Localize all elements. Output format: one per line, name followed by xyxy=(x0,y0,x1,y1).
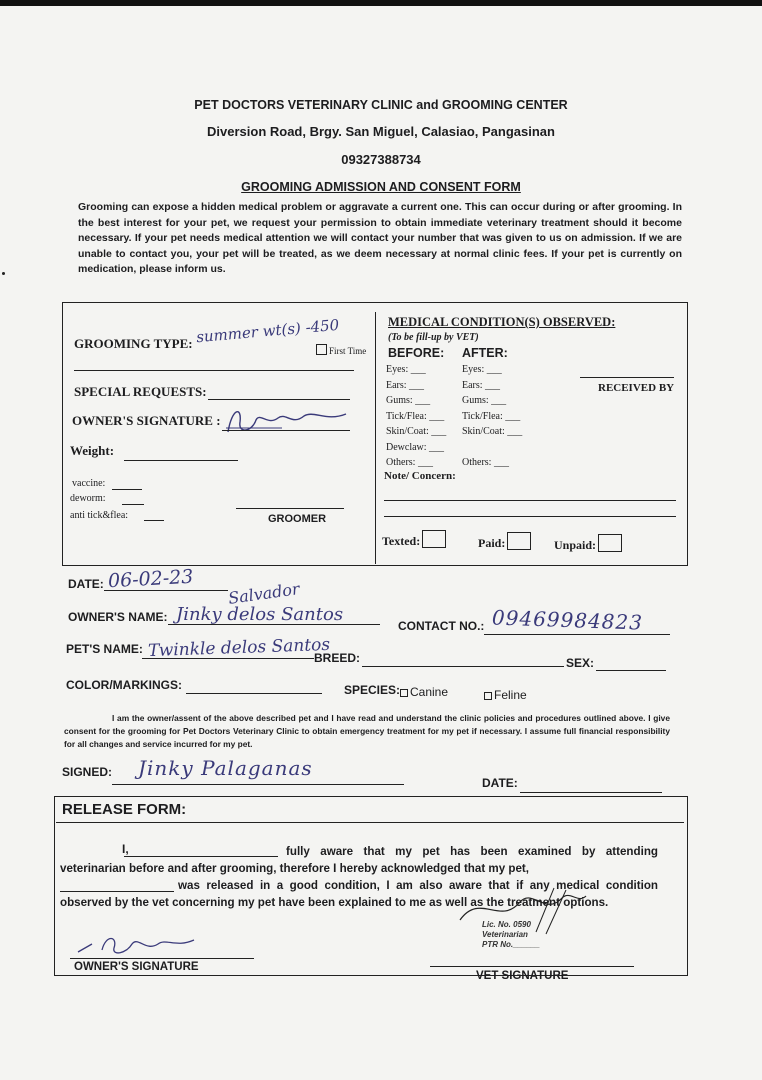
texted-field[interactable]: Texted: xyxy=(382,530,446,549)
date-value[interactable]: 06-02-23 xyxy=(107,565,194,593)
vet-signature-line xyxy=(430,966,634,967)
scan-edge xyxy=(0,0,762,6)
before-label: BEFORE: xyxy=(388,346,445,360)
unpaid-box[interactable] xyxy=(598,534,622,552)
before-item[interactable]: Skin/Coat: ___ xyxy=(386,426,447,437)
groomer-line xyxy=(236,508,344,509)
after-item[interactable]: Ears: ___ xyxy=(462,379,501,391)
received-by-line[interactable] xyxy=(580,377,674,378)
intro-paragraph: Grooming can expose a hidden medical problem or aggravate a current one. This can occur during or after grooming. In the best interest for your pet, we request your permission to obtain immediate veterinary treatment should it become necessary. If your pet needs medical attention we will contact your number that was given to us on admission. If we are unable to contact you, your pet will be treated, as we deem necessary at normal clinic fees. If your pet is currently on medication, please inform us. xyxy=(78,201,682,275)
received-by-label: RECEIVED BY xyxy=(598,382,675,394)
sex-line[interactable] xyxy=(596,670,666,671)
contact-line xyxy=(484,634,670,635)
release-owner-signature-scribble xyxy=(74,930,204,960)
contact-label: CONTACT NO.: xyxy=(398,619,485,633)
weight-label: Weight: xyxy=(70,443,115,458)
before-item[interactable]: Tick/Flea: ___ xyxy=(386,410,445,422)
release-text-p1: fully aware that my pet has been examined by attending veterinarian before and after grooming, therefore I hereby acknowledged that my pet, xyxy=(60,845,658,875)
sex-label: SEX: xyxy=(566,656,595,670)
clinic-phone: 09327388734 xyxy=(341,152,421,167)
panel-divider xyxy=(375,312,376,564)
release-title: RELEASE FORM: xyxy=(62,801,187,818)
color-markings-line[interactable] xyxy=(186,693,322,694)
after-label: AFTER: xyxy=(462,346,508,360)
canine-option[interactable]: Canine xyxy=(400,685,448,699)
after-list xyxy=(462,362,522,471)
stamp-ptr: PTR No.______ xyxy=(482,940,540,949)
signed-date-label: DATE: xyxy=(482,776,518,790)
color-markings-label: COLOR/MARKINGS: xyxy=(66,678,182,692)
clinic-address: Diversion Road, Brgy. San Miguel, Calasiao, Pangasinan xyxy=(207,124,555,139)
unpaid-field[interactable]: Unpaid: xyxy=(554,534,622,553)
canine-checkbox[interactable] xyxy=(400,689,408,697)
before-item[interactable]: Eyes: ___ xyxy=(386,364,426,375)
pets-name-value[interactable]: Twinkle delos Santos xyxy=(147,634,331,662)
medical-subtitle: (To be fill-up by VET) xyxy=(388,332,479,343)
stamp-license: Lic. No. 0590 xyxy=(482,920,531,929)
breed-line[interactable] xyxy=(362,666,564,667)
paid-field[interactable]: Paid: xyxy=(478,532,531,551)
release-owner-signature-line xyxy=(70,958,254,959)
contact-value[interactable]: 09469984823 xyxy=(491,605,644,635)
date-line xyxy=(104,590,228,591)
texted-box[interactable] xyxy=(422,530,446,548)
owners-name-line xyxy=(168,624,380,625)
release-owner-signature-label: OWNER'S SIGNATURE xyxy=(74,961,199,973)
deworm-line[interactable] xyxy=(122,504,144,505)
grooming-type-label: GROOMING TYPE: xyxy=(74,336,193,351)
pets-name-label: PET'S NAME: xyxy=(66,642,143,656)
groomer-label: GROOMER xyxy=(268,513,327,525)
anti-tick-label: anti tick&flea: xyxy=(70,510,129,521)
consent-paragraph: I am the owner/assent of the above described pet and I have read and understand the clinic policies and procedures outlined above. I give consent for the grooming for Pet Doctors Veterinary Clinic to obtain emergency treatment for my pet if necessary. I assume full financial responsibility for all changes and service incurred for my pet. xyxy=(64,713,670,749)
signed-value[interactable]: Jinky Palaganas xyxy=(138,756,313,780)
owners-signature-line xyxy=(222,430,350,431)
owners-name-annotation: Salvador xyxy=(227,579,301,608)
before-item[interactable]: Others: ___ xyxy=(386,457,433,468)
signed-label: SIGNED: xyxy=(62,765,113,779)
paid-box[interactable] xyxy=(507,532,531,550)
first-time-checkbox[interactable] xyxy=(316,344,366,356)
owner-signature-scribble xyxy=(222,402,352,442)
special-requests-label: SPECIAL REQUESTS: xyxy=(74,384,207,399)
feline-checkbox[interactable] xyxy=(484,692,492,700)
scan-dot xyxy=(2,272,5,275)
species-label: SPECIES: xyxy=(344,683,401,697)
vet-signature-scribble xyxy=(450,882,590,938)
after-item-empty xyxy=(462,440,522,456)
note-line-2[interactable] xyxy=(384,516,676,517)
form-title: GROOMING ADMISSION AND CONSENT FORM xyxy=(241,180,521,194)
after-item[interactable]: Gums: ___ xyxy=(462,395,507,406)
note-line-1[interactable] xyxy=(384,500,676,501)
anti-tick-line[interactable] xyxy=(144,520,164,521)
pets-name-line xyxy=(142,658,314,659)
first-time-label: First Time xyxy=(329,346,367,356)
vaccine-label: vaccine: xyxy=(72,478,106,489)
weight-line[interactable] xyxy=(124,460,238,461)
signed-line xyxy=(112,784,404,785)
before-list xyxy=(386,362,446,471)
first-time-box[interactable] xyxy=(316,344,327,355)
after-item[interactable]: Tick/Flea: ___ xyxy=(462,410,521,422)
special-requests-line[interactable] xyxy=(208,399,350,400)
feline-option[interactable]: Feline xyxy=(484,688,527,702)
before-item[interactable]: Dewclaw: ___ xyxy=(386,441,445,453)
vet-signature-label: VET SIGNATURE xyxy=(476,970,569,982)
grooming-type-line xyxy=(74,370,354,371)
date-label: DATE: xyxy=(68,577,104,591)
vaccine-line[interactable] xyxy=(112,489,142,490)
deworm-label: deworm: xyxy=(70,493,106,504)
after-item[interactable]: Others: ___ xyxy=(462,457,509,468)
release-title-rule xyxy=(56,822,684,823)
before-item[interactable]: Ears: ___ xyxy=(386,379,425,391)
signed-date-line[interactable] xyxy=(520,792,662,793)
medical-title: MEDICAL CONDITION(S) OBSERVED: xyxy=(388,315,616,329)
breed-label: BREED: xyxy=(314,651,361,665)
owners-name-value[interactable]: Jinky delos Santos xyxy=(176,604,344,625)
owners-name-label: OWNER'S NAME: xyxy=(68,610,168,624)
clinic-name: PET DOCTORS VETERINARY CLINIC and GROOMING CENTER xyxy=(194,98,568,112)
after-item[interactable]: Eyes: ___ xyxy=(462,364,502,375)
release-i-label: I, xyxy=(122,842,129,856)
after-item[interactable]: Skin/Coat: ___ xyxy=(462,426,523,437)
stamp-veterinarian: Veterinarian xyxy=(482,930,528,939)
release-text-p2: was released in a good condition, I am also aware that if any medical condition observed by the vet concerning my pet have been explained to me as well as the treatment options. xyxy=(60,879,658,909)
owners-signature-label: OWNER'S SIGNATURE : xyxy=(72,413,221,428)
note-concern-label: Note/ Concern: xyxy=(384,470,456,482)
grooming-type-value[interactable]: summer wt(s) -450 xyxy=(195,315,340,347)
before-item[interactable]: Gums: ___ xyxy=(386,395,431,406)
